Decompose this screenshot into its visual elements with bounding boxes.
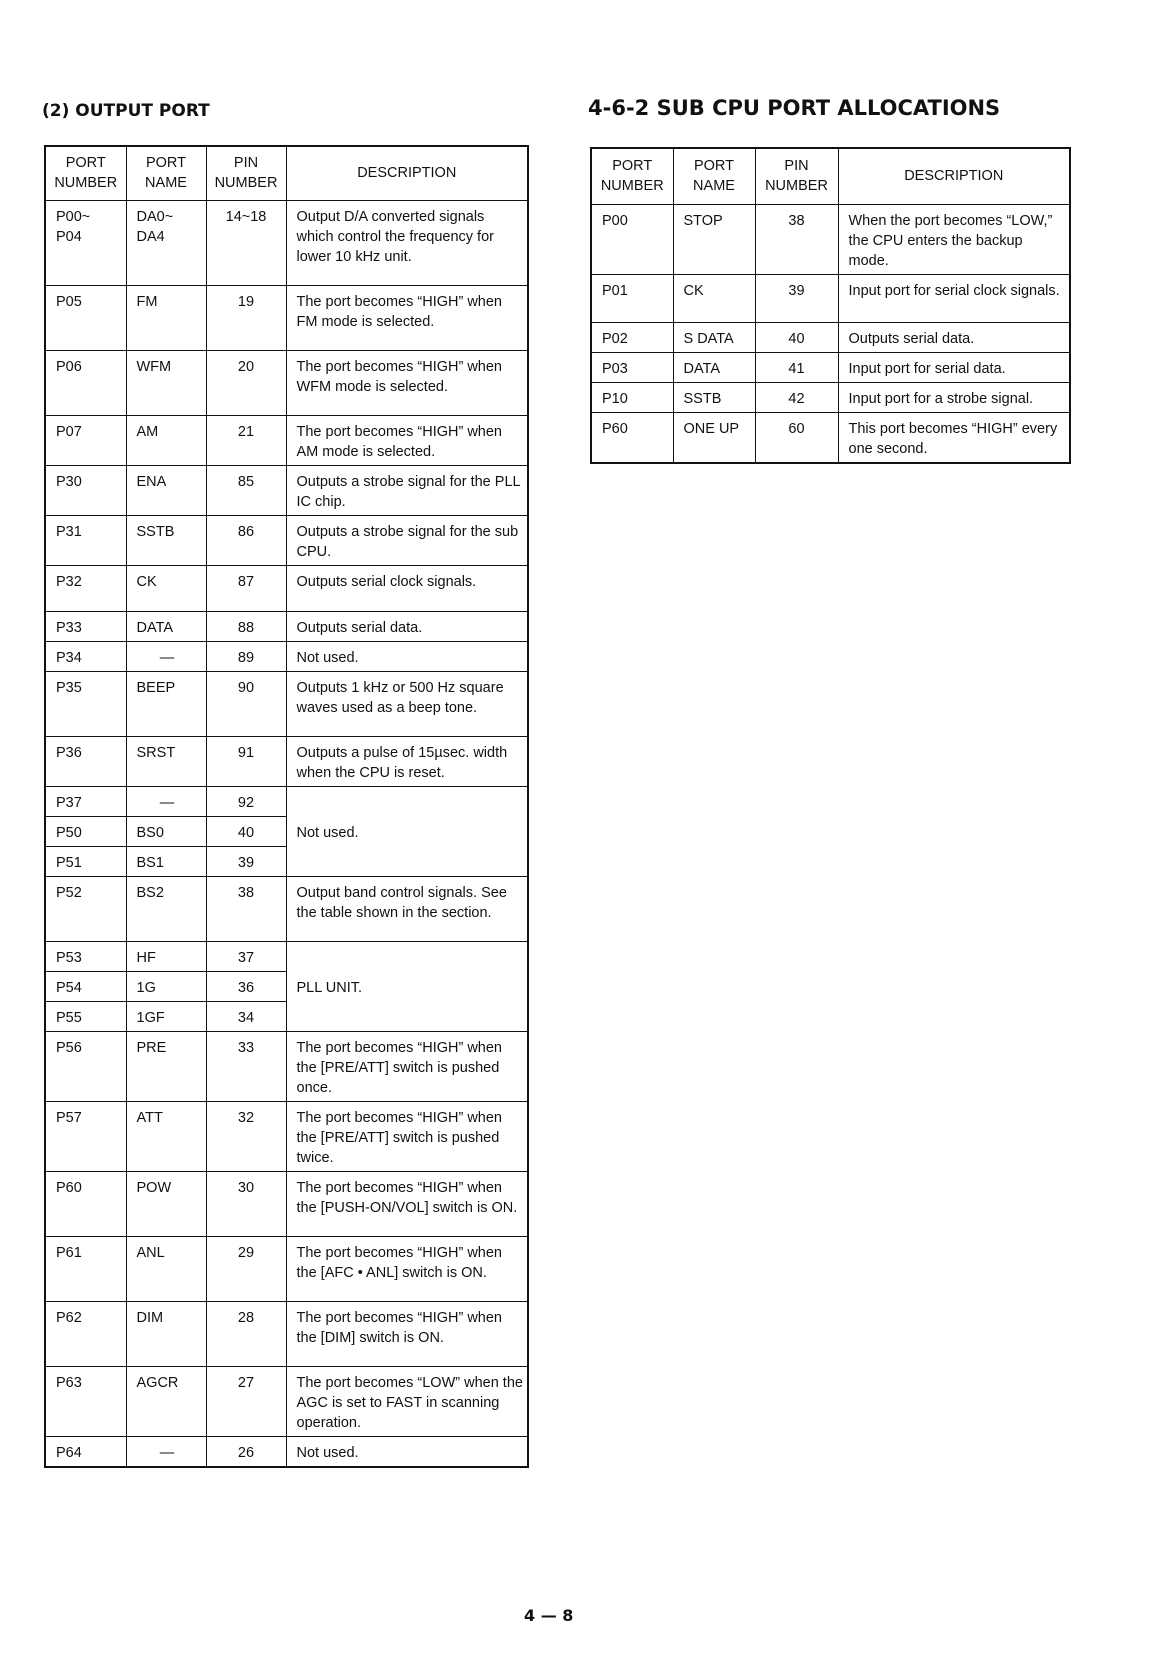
port-number: P06 <box>45 350 126 415</box>
port-number: P31 <box>45 515 126 565</box>
port-number: P52 <box>45 876 126 941</box>
port-number: P57 <box>45 1101 126 1171</box>
pin-number: 32 <box>206 1101 286 1171</box>
port-number: P02 <box>591 322 673 352</box>
col-header-description: DESCRIPTION <box>838 148 1070 204</box>
table-header-row <box>45 146 528 200</box>
output-port-table <box>44 145 529 1468</box>
table-row <box>45 1301 528 1366</box>
pin-number: 39 <box>206 846 286 876</box>
pin-number: 85 <box>206 465 286 515</box>
pin-number: 89 <box>206 641 286 671</box>
description: Input port for a strobe signal. <box>838 382 1070 412</box>
table-row <box>591 352 1070 382</box>
port-name: ATT <box>126 1101 206 1171</box>
table-row <box>591 204 1070 274</box>
table-row <box>45 641 528 671</box>
description: Not used. <box>286 786 528 876</box>
page-number: 4 — 8 <box>524 1606 574 1625</box>
port-name: BS2 <box>126 876 206 941</box>
port-number: P55 <box>45 1001 126 1031</box>
pin-number: 33 <box>206 1031 286 1101</box>
description: Outputs a pulse of 15µsec. width when the CPU is reset. <box>286 736 528 786</box>
description: Outputs a strobe signal for the sub CPU. <box>286 515 528 565</box>
pin-number: 90 <box>206 671 286 736</box>
port-name: WFM <box>126 350 206 415</box>
sub-cpu-port-table <box>590 147 1071 464</box>
description: The port becomes “HIGH” when FM mode is selected. <box>286 285 528 350</box>
output-port-title: (2) OUTPUT PORT <box>42 101 210 121</box>
port-number: P62 <box>45 1301 126 1366</box>
port-number: P10 <box>591 382 673 412</box>
table-row <box>45 1171 528 1236</box>
table-row <box>45 1366 528 1436</box>
port-number: P56 <box>45 1031 126 1101</box>
port-number: P07 <box>45 415 126 465</box>
pin-number: 27 <box>206 1366 286 1436</box>
table-header-row <box>591 148 1070 204</box>
col-header-port-name: PORT NAME <box>126 146 206 200</box>
pin-number: 88 <box>206 611 286 641</box>
description: The port becomes “HIGH” when the [PUSH-ON/VOL] switch is ON. <box>286 1171 528 1236</box>
table-row <box>45 1101 528 1171</box>
description: Outputs a strobe signal for the PLL IC chip. <box>286 465 528 515</box>
pin-number: 21 <box>206 415 286 465</box>
table-row <box>45 786 528 816</box>
table-row <box>45 736 528 786</box>
col-header-description: DESCRIPTION <box>286 146 528 200</box>
pin-number: 19 <box>206 285 286 350</box>
description: The port becomes “HIGH” when AM mode is selected. <box>286 415 528 465</box>
port-name: CK <box>126 565 206 611</box>
port-number: P64 <box>45 1436 126 1467</box>
port-name: POW <box>126 1171 206 1236</box>
pin-number: 60 <box>755 412 838 463</box>
pin-number: 37 <box>206 941 286 971</box>
table-row <box>45 565 528 611</box>
port-name: ONE UP <box>673 412 755 463</box>
port-name: DATA <box>673 352 755 382</box>
col-header-pin-number: PIN NUMBER <box>755 148 838 204</box>
description: Outputs serial data. <box>838 322 1070 352</box>
port-number: P05 <box>45 285 126 350</box>
table-row <box>591 274 1070 322</box>
port-name: AM <box>126 415 206 465</box>
description: PLL UNIT. <box>286 941 528 1031</box>
table-row <box>45 1031 528 1101</box>
port-name: S DATA <box>673 322 755 352</box>
port-number: P53 <box>45 941 126 971</box>
port-number: P51 <box>45 846 126 876</box>
sub-cpu-title: 4-6-2 SUB CPU PORT ALLOCATIONS <box>588 96 1001 120</box>
pin-number: 92 <box>206 786 286 816</box>
port-name: ANL <box>126 1236 206 1301</box>
col-header-port-number: PORT NUMBER <box>45 146 126 200</box>
port-name: 1G <box>126 971 206 1001</box>
port-name: — <box>126 786 206 816</box>
pin-number: 34 <box>206 1001 286 1031</box>
port-name: DATA <box>126 611 206 641</box>
port-number: P36 <box>45 736 126 786</box>
port-name: BS0 <box>126 816 206 846</box>
port-name: SSTB <box>126 515 206 565</box>
pin-number: 14~18 <box>206 200 286 285</box>
table-row <box>45 415 528 465</box>
port-name: SRST <box>126 736 206 786</box>
port-number: P61 <box>45 1236 126 1301</box>
pin-number: 38 <box>755 204 838 274</box>
port-name: 1GF <box>126 1001 206 1031</box>
port-name: AGCR <box>126 1366 206 1436</box>
port-number: P37 <box>45 786 126 816</box>
port-name: BEEP <box>126 671 206 736</box>
table-row <box>45 876 528 941</box>
description: Output D/A converted signals which control the frequency for lower 10 kHz unit. <box>286 200 528 285</box>
port-name: DA0~ DA4 <box>126 200 206 285</box>
description: Outputs serial clock signals. <box>286 565 528 611</box>
port-number: P35 <box>45 671 126 736</box>
port-number: P63 <box>45 1366 126 1436</box>
pin-number: 36 <box>206 971 286 1001</box>
port-name: PRE <box>126 1031 206 1101</box>
table-row <box>45 515 528 565</box>
pin-number: 29 <box>206 1236 286 1301</box>
table-row <box>45 285 528 350</box>
description: The port becomes “HIGH” when WFM mode is selected. <box>286 350 528 415</box>
port-name: STOP <box>673 204 755 274</box>
table-row <box>591 382 1070 412</box>
port-number: P00~ P04 <box>45 200 126 285</box>
table-row <box>45 1436 528 1467</box>
pin-number: 86 <box>206 515 286 565</box>
port-number: P01 <box>591 274 673 322</box>
port-number: P32 <box>45 565 126 611</box>
table-row <box>45 611 528 641</box>
port-number: P60 <box>45 1171 126 1236</box>
port-name: FM <box>126 285 206 350</box>
pin-number: 30 <box>206 1171 286 1236</box>
pin-number: 26 <box>206 1436 286 1467</box>
port-name: SSTB <box>673 382 755 412</box>
description: The port becomes “HIGH” when the [AFC • ANL] switch is ON. <box>286 1236 528 1301</box>
port-number: P30 <box>45 465 126 515</box>
col-header-port-number: PORT NUMBER <box>591 148 673 204</box>
port-name: DIM <box>126 1301 206 1366</box>
port-name: — <box>126 641 206 671</box>
port-number: P34 <box>45 641 126 671</box>
table-row <box>45 941 528 971</box>
description: Output band control signals. See the table shown in the section. <box>286 876 528 941</box>
pin-number: 20 <box>206 350 286 415</box>
pin-number: 39 <box>755 274 838 322</box>
table-row <box>45 1236 528 1301</box>
table-row <box>45 200 528 285</box>
table-row <box>591 412 1070 463</box>
table-row <box>45 350 528 415</box>
port-name: ENA <box>126 465 206 515</box>
description: This port becomes “HIGH” every one second. <box>838 412 1070 463</box>
pin-number: 40 <box>755 322 838 352</box>
pin-number: 87 <box>206 565 286 611</box>
description: Not used. <box>286 641 528 671</box>
pin-number: 42 <box>755 382 838 412</box>
port-number: P50 <box>45 816 126 846</box>
description: The port becomes “LOW” when the AGC is set to FAST in scanning operation. <box>286 1366 528 1436</box>
port-name: CK <box>673 274 755 322</box>
pin-number: 91 <box>206 736 286 786</box>
port-number: P00 <box>591 204 673 274</box>
port-name: HF <box>126 941 206 971</box>
description: Not used. <box>286 1436 528 1467</box>
description: Outputs serial data. <box>286 611 528 641</box>
port-name: BS1 <box>126 846 206 876</box>
port-number: P60 <box>591 412 673 463</box>
description: Input port for serial data. <box>838 352 1070 382</box>
description: Outputs 1 kHz or 500 Hz square waves used as a beep tone. <box>286 671 528 736</box>
pin-number: 28 <box>206 1301 286 1366</box>
col-header-pin-number: PIN NUMBER <box>206 146 286 200</box>
port-number: P03 <box>591 352 673 382</box>
table-row <box>45 465 528 515</box>
description: The port becomes “HIGH” when the [PRE/ATT] switch is pushed twice. <box>286 1101 528 1171</box>
port-number: P33 <box>45 611 126 641</box>
description: Input port for serial clock signals. <box>838 274 1070 322</box>
description: When the port becomes “LOW,” the CPU enters the backup mode. <box>838 204 1070 274</box>
port-name: — <box>126 1436 206 1467</box>
table-row <box>591 322 1070 352</box>
col-header-port-name: PORT NAME <box>673 148 755 204</box>
pin-number: 40 <box>206 816 286 846</box>
description: The port becomes “HIGH” when the [DIM] switch is ON. <box>286 1301 528 1366</box>
pin-number: 38 <box>206 876 286 941</box>
table-row <box>45 671 528 736</box>
description: The port becomes “HIGH” when the [PRE/ATT] switch is pushed once. <box>286 1031 528 1101</box>
port-number: P54 <box>45 971 126 1001</box>
pin-number: 41 <box>755 352 838 382</box>
